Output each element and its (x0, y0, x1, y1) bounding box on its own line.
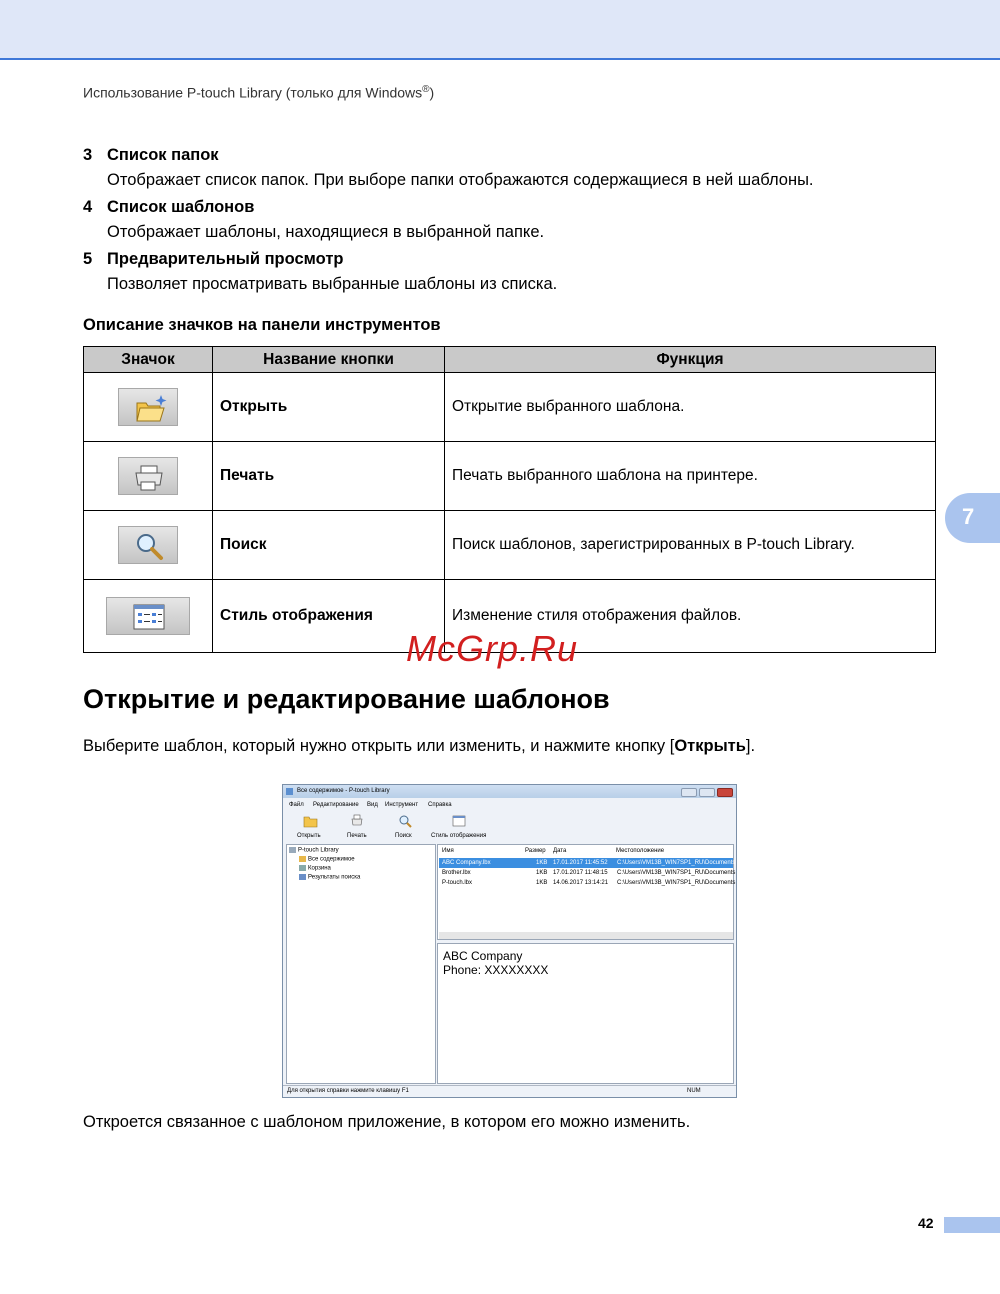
top-band (0, 0, 1000, 60)
icon-cell (84, 373, 213, 442)
close-button[interactable] (717, 788, 733, 797)
search-folder-icon (299, 874, 306, 880)
preview-line: Phone: XXXXXXXX (443, 963, 549, 977)
column-header: Значок (84, 347, 213, 373)
magnifier-icon[interactable] (397, 814, 413, 828)
window-titlebar: Все содержимое - P-touch Library (283, 785, 736, 798)
view-style-icon[interactable] (451, 814, 467, 828)
button-function: Поиск шаблонов, зарегистрированных в P-touch Library. (445, 511, 936, 580)
button-name: Стиль отображения (213, 580, 445, 653)
chapter-tab: 7 (945, 493, 1000, 543)
menu-tools[interactable]: Инструмент (385, 802, 419, 808)
section-title: Открытие и редактирование шаблонов (83, 684, 610, 714)
table-row[interactable]: Brother.lbx 1KB 17.01.2017 11:48:15 C:\Users\VM13B_WIN7SP1_RU\Documents (442, 870, 736, 876)
page-bar (944, 1217, 1000, 1233)
page-number: 42 (918, 1215, 934, 1231)
status-bar: Для открытия справки нажмите клавишу F1 NUM (283, 1085, 736, 1097)
maximize-button[interactable] (699, 788, 715, 797)
template-list: Имя Размер Дата Местоположение ABC Company.lbx 1KB 17.01.2017 11:45:52 C:\Users\VM13B_WIN7SP1_RU\Documents Brother.lbx 1KB 17.01.2017 11:48:15 C:\Users\VM13B_WIN7SP1_RU\Documents P-touch.lbx 1KB 14.06.2017 13:14:21 C:\Users\VM13B_WIN7SP1_RU\Documents (437, 844, 734, 940)
menu-edit[interactable]: Редактирование (313, 802, 359, 808)
tree-search-results[interactable]: Результаты поиска (299, 874, 360, 881)
magnifier-icon (118, 526, 178, 564)
preview-pane (437, 943, 734, 1084)
menu-file[interactable]: Файл (289, 802, 304, 808)
table-row (84, 511, 936, 580)
menu-view[interactable]: Вид (367, 802, 378, 808)
horizontal-scrollbar[interactable] (439, 932, 733, 939)
preview-line: ABC Company (443, 949, 523, 963)
folder-tree (286, 844, 436, 1084)
toolbar-table (83, 346, 936, 653)
button-name: Поиск (213, 511, 445, 580)
toolbar-print-label: Печать (347, 833, 367, 839)
column-header: Название кнопки (213, 347, 445, 373)
printer-icon (118, 457, 178, 495)
button-name: Открыть (213, 373, 445, 442)
watermark: McGrp.Ru (406, 628, 579, 669)
open-folder-icon (118, 388, 178, 426)
icon-cell (84, 442, 213, 511)
toolbar-view-label: Стиль отображения (431, 833, 487, 839)
ptouch-library-screenshot (282, 784, 737, 1098)
library-icon (289, 847, 296, 853)
menu-help[interactable]: Справка (428, 802, 452, 808)
toolbar-section-heading: Описание значков на панели инструментов (83, 316, 441, 334)
app-toolbar (283, 811, 736, 844)
outro-paragraph: Откроется связанное с шаблоном приложение, в котором его можно изменить. (83, 1113, 691, 1131)
minimize-button[interactable] (681, 788, 697, 797)
icon-cell (84, 580, 213, 653)
button-function: Изменение стиля отображения файлов. (445, 580, 936, 653)
tree-all-content[interactable]: Все содержимое (299, 856, 355, 863)
folder-icon (299, 856, 306, 862)
button-name: Печать (213, 442, 445, 511)
column-header: Функция (445, 347, 936, 373)
tree-root[interactable]: P-touch Library (289, 847, 339, 854)
trash-icon (299, 865, 306, 871)
menu-bar (283, 799, 736, 810)
table-row (84, 373, 936, 442)
table-row[interactable]: P-touch.lbx 1KB 14.06.2017 13:14:21 C:\Users\VM13B_WIN7SP1_RU\Documents (442, 880, 736, 886)
tree-trash[interactable]: Корзина (299, 865, 331, 872)
toolbar-open-label: Открыть (297, 833, 321, 839)
toolbar-search-label: Поиск (395, 833, 412, 839)
button-function: Печать выбранного шаблона на принтере. (445, 442, 936, 511)
printer-icon[interactable] (349, 814, 365, 828)
open-folder-icon[interactable] (303, 814, 319, 828)
table-row[interactable]: ABC Company.lbx 1KB 17.01.2017 11:45:52 C:\Users\VM13B_WIN7SP1_RU\Documents (439, 858, 733, 868)
app-icon (286, 788, 293, 795)
view-style-icon (106, 597, 190, 635)
button-function: Открытие выбранного шаблона. (445, 373, 936, 442)
table-row (84, 442, 936, 511)
running-header: Использование P-touch Library (только для Windows®) (83, 84, 435, 101)
intro-paragraph: Выберите шаблон, который нужно открыть или изменить, и нажмите кнопку [Открыть]. (83, 737, 756, 755)
icon-cell (84, 511, 213, 580)
